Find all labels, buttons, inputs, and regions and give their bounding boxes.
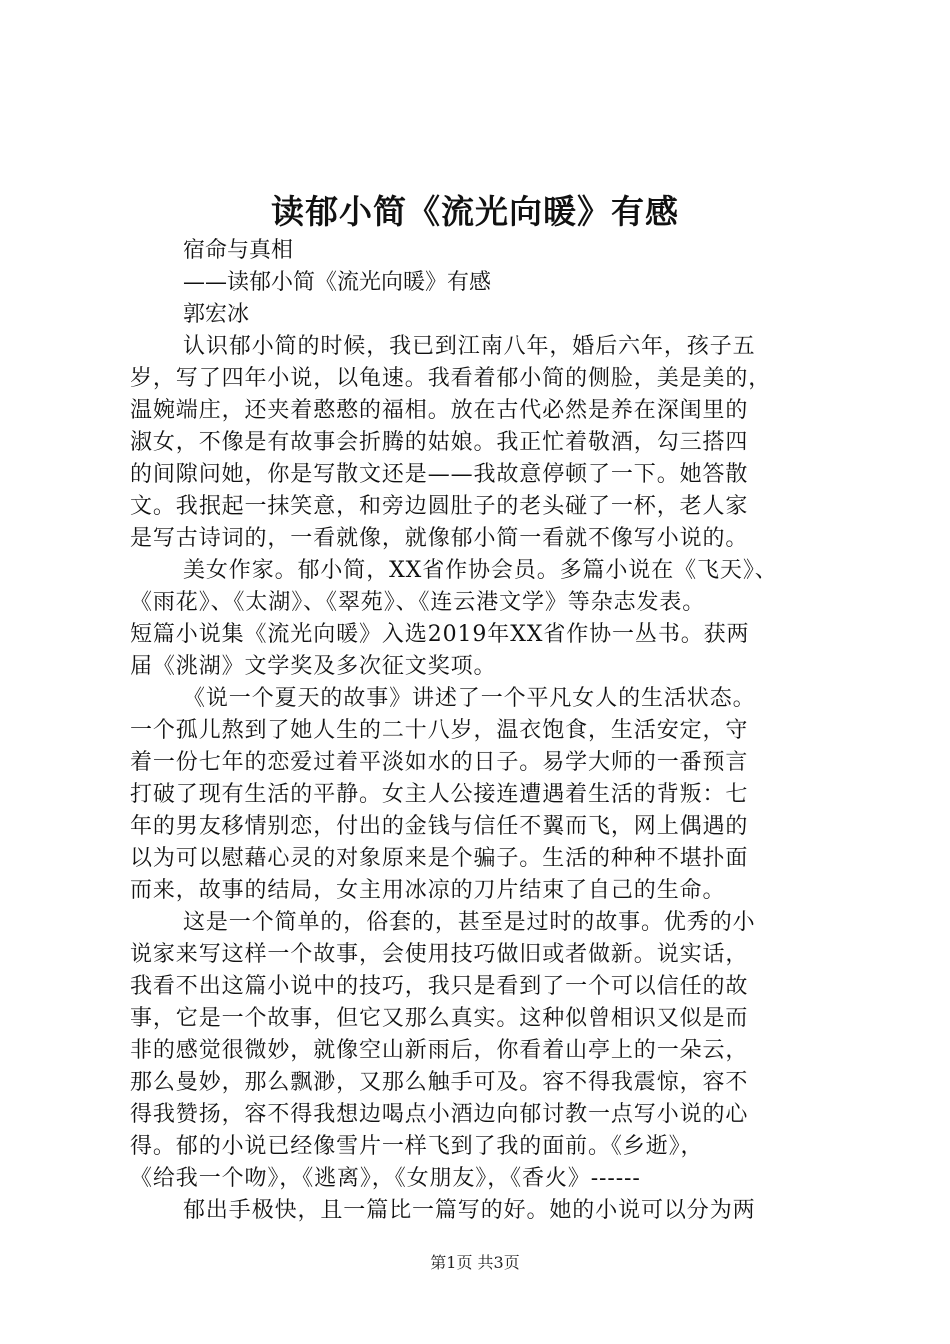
subtitle-label: 宿命与真相 <box>183 238 294 263</box>
text-line: 短篇小说集《流光向暖》入选2019年XX省作协一丛书。获两 <box>130 622 750 647</box>
text-line: 非的感觉很微妙，就像空山新雨后，你看着山亭上的一朵云， <box>130 1038 749 1063</box>
text-line: 的间隙问她，你是写散文还是——我故意停顿了一下。她答散 <box>130 462 749 487</box>
text-line: 岁，写了四年小说，以龟速。我看着郁小简的侧脸，美是美的， <box>130 366 772 391</box>
text-line: 着一份七年的恋爱过着平淡如水的日子。易学大师的一番预言 <box>130 750 749 775</box>
text-line: 届《洮湖》文学奖及多次征文奖项。 <box>130 654 497 679</box>
text-line: 那么曼妙，那么飘渺，又那么触手可及。容不得我震惊，容不 <box>130 1070 749 1095</box>
text-line: 打破了现有生活的平静。女主人公接连遭遇着生活的背叛：七 <box>130 782 749 807</box>
author-name: 郭宏冰 <box>183 302 250 327</box>
text-line: 《说一个夏天的故事》讲述了一个平凡女人的生活状态。 <box>183 686 756 711</box>
text-line: 文。我抿起一抹笑意，和旁边圆肚子的老头碰了一杯，老人家 <box>130 494 749 519</box>
text-line: 年的男友移情别恋，付出的金钱与信任不翼而飞，网上偶遇的 <box>130 814 749 839</box>
page-footer: 第1页 共3页 <box>430 1253 520 1272</box>
text-line: 《给我一个吻》，《逃离》，《女朋友》，《香火》------ <box>130 1166 641 1191</box>
text-line: 事，它是一个故事，但它又那么真实。这种似曾相识又似是而 <box>130 1006 749 1031</box>
text-line: 说家来写这样一个故事，会使用技巧做旧或者做新。说实话， <box>130 942 749 967</box>
text-line: 《雨花》、《太湖》、《翠苑》、《连云港文学》等杂志发表。 <box>130 590 706 615</box>
text-line: 认识郁小简的时候，我已到江南八年，婚后六年，孩子五 <box>183 334 756 359</box>
text-line: 我看不出这篇小说中的技巧，我只是看到了一个可以信任的故 <box>130 974 749 999</box>
text-line: 温婉端庄，还夹着憨憨的福相。放在古代必然是养在深闺里的 <box>130 398 749 423</box>
text-line: 淑女，不像是有故事会折腾的姑娘。我正忙着敬酒，勾三搭四 <box>130 430 749 455</box>
text-line: 一个孤儿熬到了她人生的二十八岁，温衣饱食，生活安定，守 <box>130 718 749 743</box>
text-line: 以为可以慰藉心灵的对象原来是个骗子。生活的种种不堪扑面 <box>130 846 749 871</box>
text-line: 郁出手极快，且一篇比一篇写的好。她的小说可以分为两 <box>183 1198 756 1223</box>
text-line: 这是一个简单的，俗套的，甚至是过时的故事。优秀的小 <box>183 910 756 935</box>
document-title: 读郁小简《流光向暖》有感 <box>271 192 679 231</box>
text-line: 得。郁的小说已经像雪片一样飞到了我的面前。《乡逝》， <box>130 1134 704 1159</box>
text-line: 而来，故事的结局，女主用冰凉的刀片结束了自己的生命。 <box>130 878 726 903</box>
text-line: 是写古诗词的，一看就像，就像郁小简一看就不像写小说的。 <box>130 526 749 551</box>
text-line: 美女作家。郁小简，XX省作协会员。多篇小说在《飞天》、 <box>183 558 778 583</box>
text-line: 得我赞扬，容不得我想边喝点小酒边向郁讨教一点写小说的心 <box>130 1102 749 1127</box>
subtitle-line: ——读郁小简《流光向暖》有感 <box>183 270 492 295</box>
